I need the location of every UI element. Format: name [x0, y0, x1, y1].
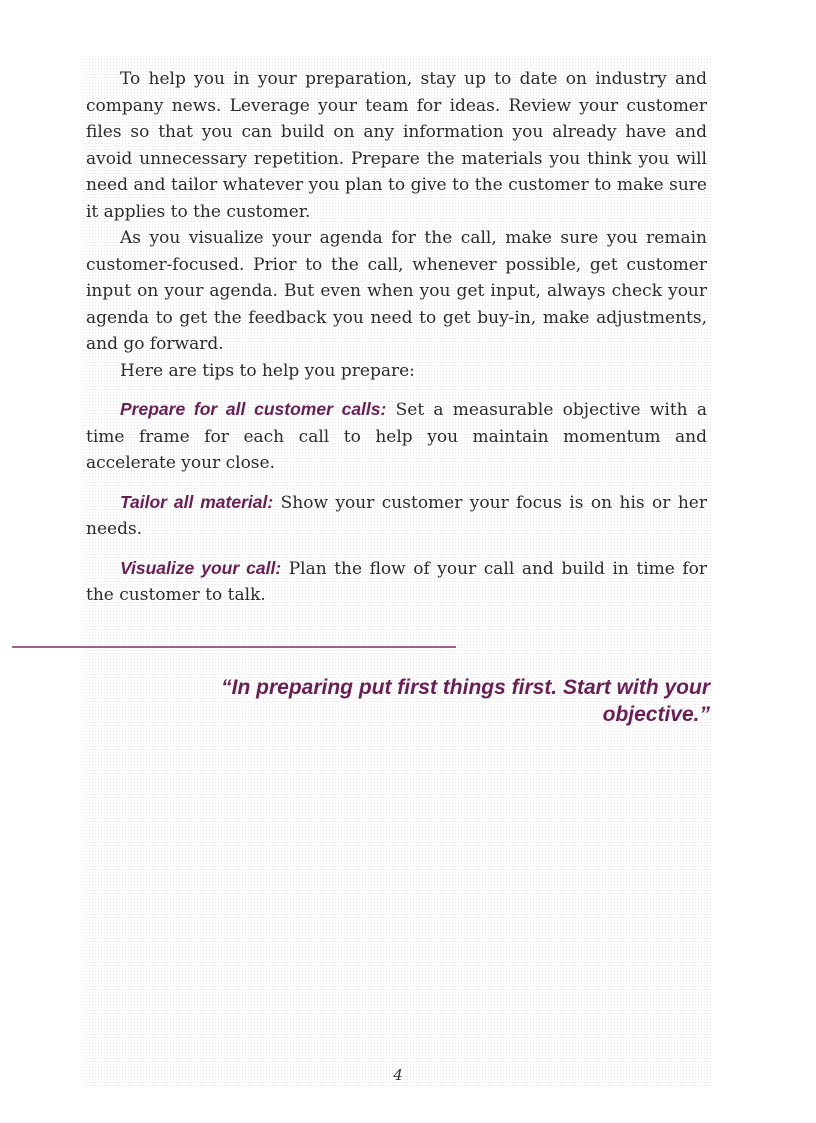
tip-prepare-calls [86, 396, 707, 477]
paragraph-agenda: As you visualize your agenda for the call, make sure you remain customer-focused. Prior to the call, whenever possible, get customer input on your agenda. But even when you get input, always check your agenda to get the feedback you need to get buy-in, make adjustments, and go forward. [86, 228, 707, 354]
paragraph-preparation: To help you in your preparation, stay up to date on industry and company news. Leverage your team for ideas. Review your customer files so that you can build on any information you already have and avoid unnecessary repetition. Prepare the materials you think you will need and tailor whatever you plan to give to the customer to make sure it applies to the customer. [86, 69, 707, 222]
tip-text: Plan the flow of your call and build in time for the customer to talk. [86, 558, 707, 605]
tip-lead: Tailor all material: [120, 491, 274, 512]
section-divider [12, 646, 456, 648]
tip-lead: Prepare for all customer calls: [120, 399, 387, 419]
tip-lead: Visualize your call: [120, 557, 282, 578]
tip-tailor-material [86, 489, 707, 543]
body-text [86, 66, 707, 609]
paragraph-tips-intro: Here are tips to help you prepare: [120, 360, 415, 381]
tip-visualize-call [86, 555, 707, 609]
pull-quote: “In preparing put first things first. Start with your objective.” [221, 676, 710, 726]
tip-text: Show your customer your focus is on his or her needs. [86, 492, 707, 539]
tip-text: Set a measurable objective with a time frame for each call to help you maintain momentum and accelerate your close. [86, 400, 707, 473]
page-number: 4 [393, 1066, 403, 1084]
